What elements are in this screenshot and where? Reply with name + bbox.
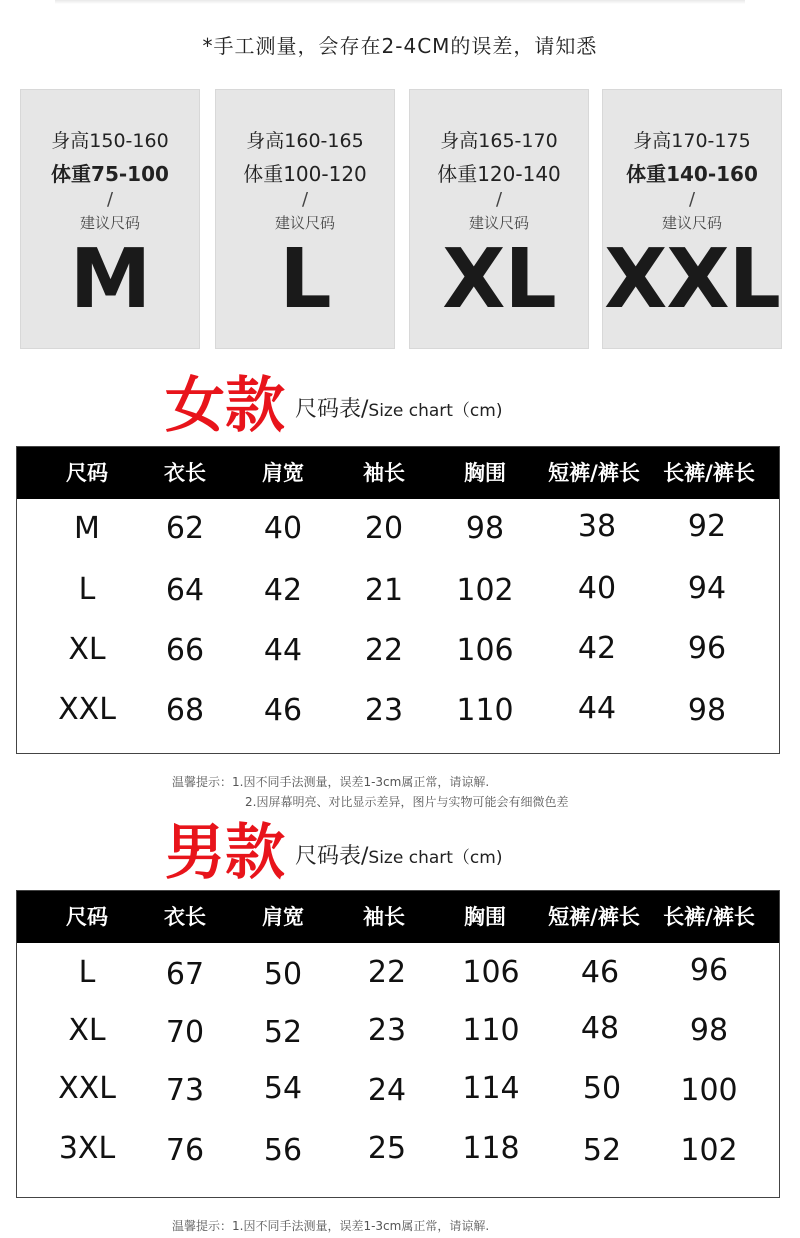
table-cell: 96 [687,631,727,666]
table-cell: 21 [364,573,404,608]
table-cell: 64 [165,573,205,608]
tips-line-2: 2.因屏幕明亮、对比显示差异，图片与实物可能会有细微色差 [245,795,569,809]
card-suggest-label: 建议尺码 [274,214,335,232]
women-title-cn: 尺码表/ [295,397,369,422]
size-recommendation-cards [20,89,782,349]
tips-line-1: 温馨提示：1.因不同手法测量，误差1-3cm属正常，请谅解. [172,775,490,789]
men-title-big: 男款 [165,818,285,888]
table-cell: 68 [165,693,205,728]
men-size-table [16,890,780,1198]
table-cell: 24 [367,1073,407,1108]
table-cell: 106 [462,955,520,990]
card-slash: / [106,189,114,210]
men-title-en: Size chart（cm) [368,848,503,868]
table-cell: 50 [582,1071,622,1106]
table-cell: 100 [680,1073,738,1108]
header-chest: 胸围 [464,461,506,485]
men-tips [172,1216,489,1236]
table-cell: 48 [580,1011,620,1046]
table-cell: 23 [367,1013,407,1048]
women-title-small [295,392,502,423]
table-cell: 102 [680,1133,738,1168]
table-cell: 42 [263,573,303,608]
card-weight: 体重120-140 [437,162,561,186]
header-shorts: 短裤/裤长 [548,461,640,485]
women-tips [172,772,568,812]
table-cell: 50 [263,957,303,992]
table-cell: M [74,511,100,546]
men-title-small [295,839,502,870]
table-cell: 94 [687,571,727,606]
table-cell: XL [68,1013,106,1048]
table-cell: 25 [367,1131,407,1166]
header-shorts: 短裤/裤长 [548,905,640,929]
table-cell: 20 [364,511,404,546]
table-cell: L [78,572,96,607]
header-sleeve: 袖长 [363,905,405,929]
header-size: 尺码 [66,461,108,485]
table-cell: 42 [577,631,617,666]
table-cell: 76 [165,1133,205,1168]
women-table-header [17,447,779,499]
table-cell: 70 [165,1015,205,1050]
table-cell: 110 [462,1013,520,1048]
table-cell: 118 [462,1131,520,1166]
table-cell: 73 [165,1073,205,1108]
card-size: XXL [604,232,780,327]
table-cell: 52 [582,1133,622,1168]
card-height: 身高150-160 [51,130,169,152]
table-cell: 46 [263,693,303,728]
table-cell: 52 [263,1015,303,1050]
header-sleeve: 袖长 [363,461,405,485]
table-cell: 54 [263,1071,303,1106]
card-suggest-label: 建议尺码 [661,214,722,232]
table-cell: 98 [687,693,727,728]
table-cell: L [78,955,96,990]
women-title-en: Size chart（cm) [368,401,503,421]
table-cell: 98 [689,1013,729,1048]
table-cell: XXL [58,692,116,727]
table-cell: 96 [689,953,729,988]
header-shoulder: 肩宽 [262,905,304,929]
header-length: 衣长 [164,461,206,485]
women-title-big: 女款 [165,371,285,441]
size-card-l [215,89,395,349]
women-size-table [16,446,780,754]
table-cell: 22 [367,955,407,990]
table-cell: 38 [577,509,617,544]
table-cell: 44 [577,691,617,726]
card-weight: 体重100-120 [243,162,367,186]
table-cell: 44 [263,633,303,668]
card-suggest-label: 建议尺码 [79,214,140,232]
table-cell: 92 [687,509,727,544]
men-table-header [17,891,779,943]
table-cell: 3XL [58,1131,116,1166]
card-slash: / [688,189,696,210]
top-divider [55,0,745,4]
card-height: 身高170-175 [633,130,751,152]
card-slash: / [301,189,309,210]
table-cell: 106 [456,633,514,668]
table-cell: 56 [263,1133,303,1168]
table-cell: 40 [577,571,617,606]
table-cell: 46 [580,955,620,990]
card-suggest-label: 建议尺码 [468,214,529,232]
table-cell: 67 [165,957,205,992]
card-weight: 体重75-100 [51,162,169,186]
card-slash: / [495,189,503,210]
card-size: L [279,232,331,327]
measurement-note: *手工测量，会存在2-4CM的误差，请知悉 [202,34,598,58]
table-cell: 40 [263,511,303,546]
header-pants: 长裤/裤长 [663,461,755,485]
table-cell: 114 [462,1071,520,1106]
header-length: 衣长 [164,905,206,929]
size-card-m [20,89,200,349]
header-shoulder: 肩宽 [262,461,304,485]
card-size: XL [442,232,556,327]
table-cell: XXL [58,1071,116,1106]
table-cell: 110 [456,693,514,728]
size-card-xl [409,89,589,349]
men-title-cn: 尺码表/ [295,844,369,869]
tips-line-1: 温馨提示：1.因不同手法测量，误差1-3cm属正常，请谅解. [172,1219,490,1233]
table-cell: 22 [364,633,404,668]
table-cell: 66 [165,633,205,668]
header-pants: 长裤/裤长 [663,905,755,929]
table-cell: 23 [364,693,404,728]
card-weight: 体重140-160 [626,162,758,186]
table-cell: 62 [165,511,205,546]
table-cell: XL [68,632,106,667]
header-chest: 胸围 [464,905,506,929]
size-card-xxl [602,89,782,349]
table-cell: 98 [465,511,505,546]
table-cell: 102 [456,573,514,608]
card-height: 身高165-170 [440,130,558,152]
card-height: 身高160-165 [246,130,364,152]
card-size: M [69,232,151,327]
header-size: 尺码 [66,905,108,929]
